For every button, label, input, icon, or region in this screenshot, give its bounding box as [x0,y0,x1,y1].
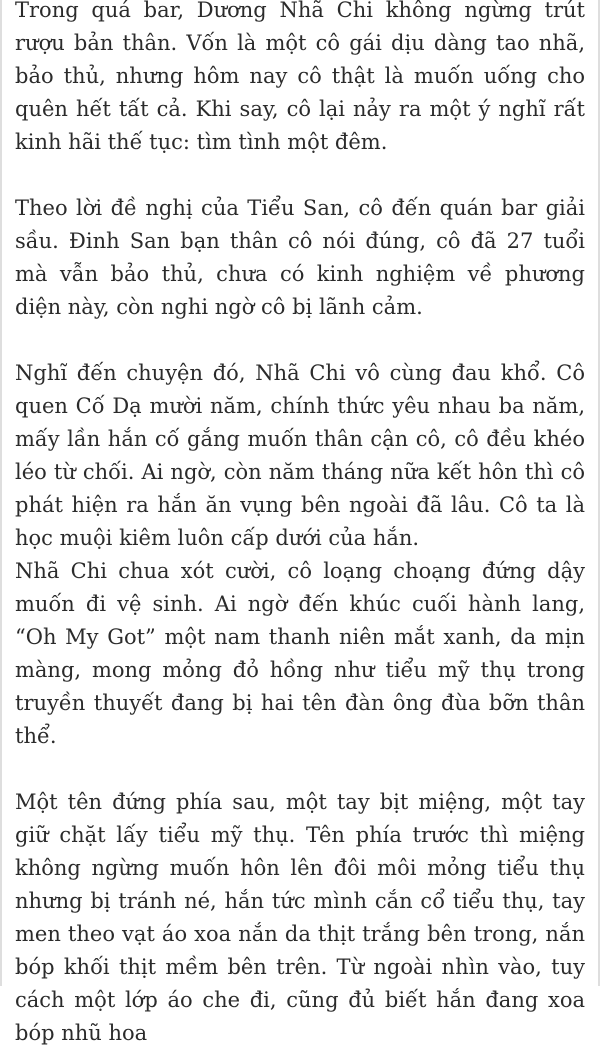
paragraph-1: Trong quá bar, Dương Nhã Chi không ngừng trút rượu bản thân. Vốn là một cô gái dịu dàng tao nhã, bảo thủ, nhưng hôm nay cô thật là muốn uống cho quên hết tất cả. Khi say, cô lại nảy ra một ý nghĩ rất kinh hãi thế tục: tìm tình một đêm. [15,0,585,154]
paragraph-4: Nhã Chi chua xót cười, cô loạng choạng đứng dậy muốn đi vệ sinh. Ai ngờ đến khúc cuối hành lang, “Oh My Got” một nam thanh niên mắt xanh, da mịn màng, mong mỏng đỏ hồng như tiểu mỹ thụ trong truyền thuyết đang bị hai tên đàn ông đùa bỡn thân thể. [15,559,585,748]
page-left-edge [0,0,2,986]
paragraph-5: Một tên đứng phía sau, một tay bịt miệng, một tay giữ chặt lấy tiểu mỹ thụ. Tên phía trước thì miệng không ngừng muốn hôn lên đôi môi mỏng tiểu thụ nhưng bị tránh né, hắn tức mình cắn cổ tiểu thụ, tay men theo vạt áo xoa nắn da thịt trắng bên trong, nắn bóp khối thịt mềm bên trên. Từ ngoài nhìn vào, tuy cách một lớp áo che đi, cũng đủ biết hắn đang xoa bóp nhũ hoa [15,790,585,1045]
paragraph-3: Nghĩ đến chuyện đó, Nhã Chi vô cùng đau khổ. Cô quen Cố Dạ mười năm, chính thức yêu nhau ba năm, mấy lần hắn cố gắng muốn thân cận cô, cô đều khéo léo từ chối. Ai ngờ, còn năm tháng nữa kết hôn thì cô phát hiện ra hắn ăn vụng bên ngoài đã lâu. Cô ta là học muội kiêm luôn cấp dưới của hắn. [15,361,585,550]
story-text [15,0,585,1050]
paragraph-2: Theo lời đề nghị của Tiểu San, cô đến quán bar giải sầu. Đinh San bạn thân cô nói đúng, cô đã 27 tuổi mà vẫn bảo thủ, chưa có kinh nghiệm về phương diện này, còn nghi ngờ cô bị lãnh cảm. [15,196,585,319]
